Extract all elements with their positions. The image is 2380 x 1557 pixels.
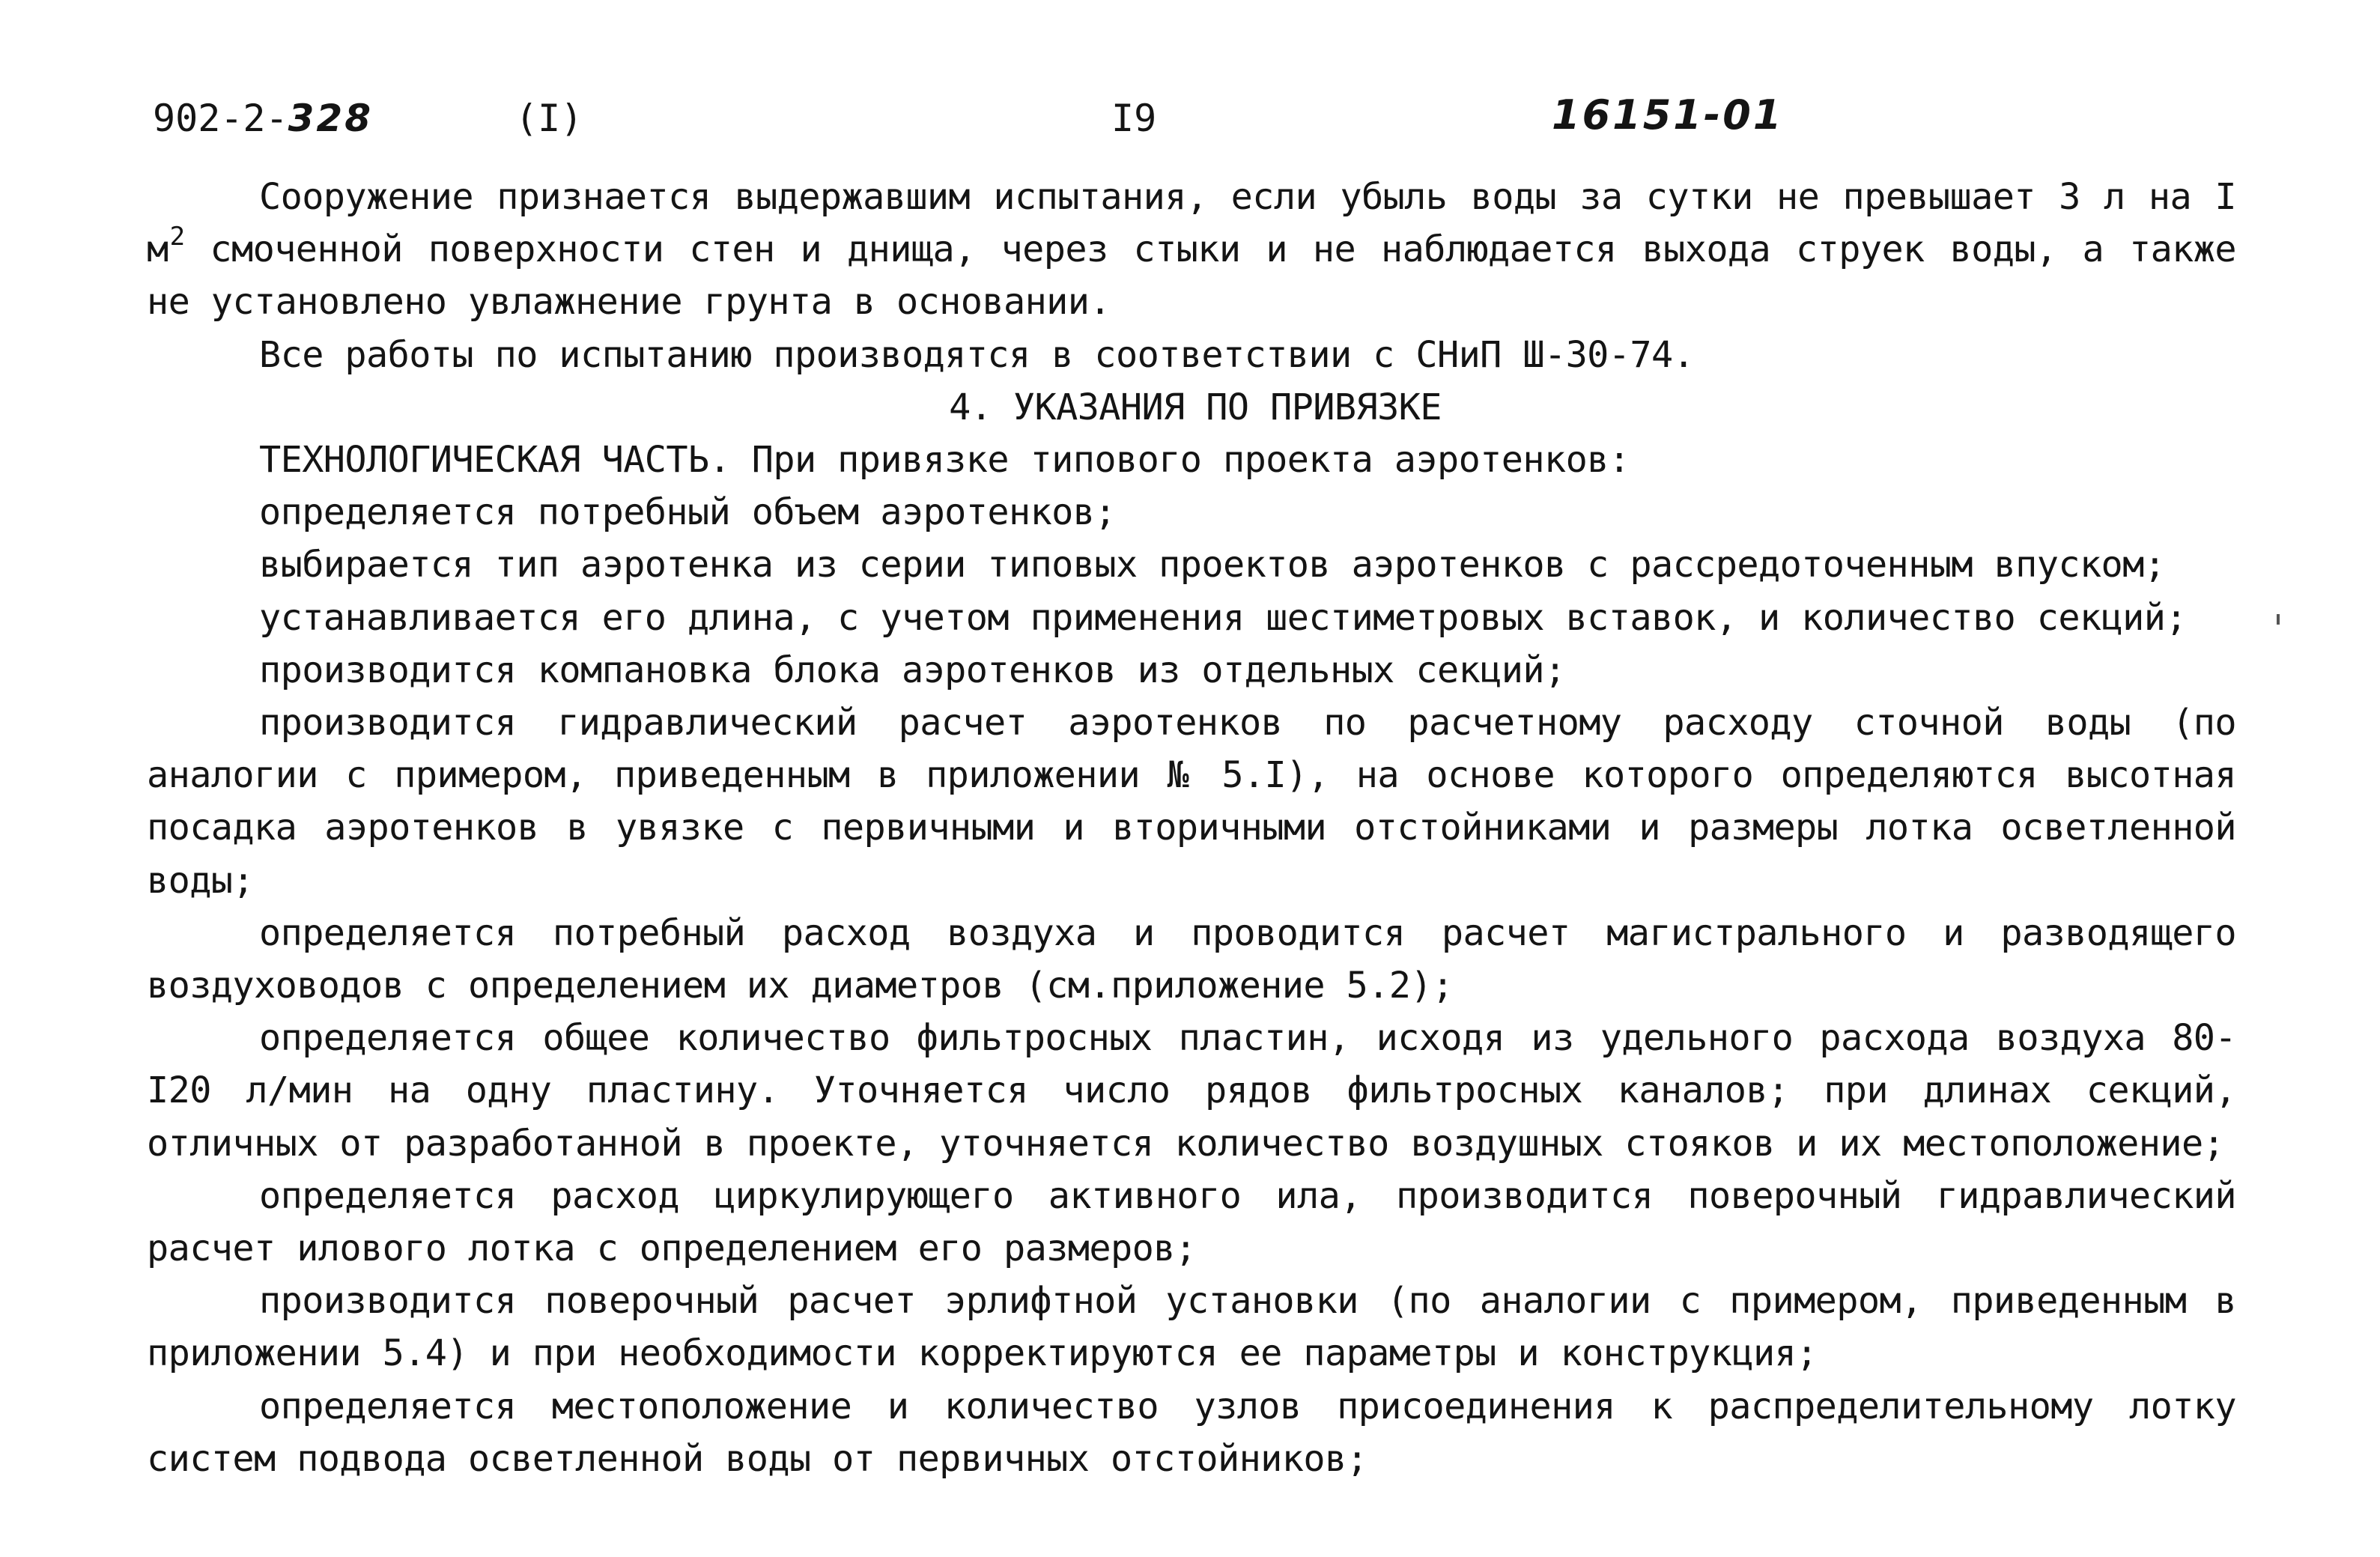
document-series [153,96,373,141]
list-item: определяется потребный расход воздуха и проводится расчет магистрального и разводящего воздуховодов с определением их диаметров (см.приложение 5.2); [147,911,2236,1007]
page-number: I9 [1111,97,1157,140]
paragraph-test-criteria: Сооружение признается выдержавшим испытания, если убыль воды за сутки не превышает 3 л на I $м^2$ смоченной поверхности стен и днища, через стыки и не наблюдается выхода струек воды, а также не установлено увлажнение грунта в основании. [147,176,2236,324]
paragraph-snip-reference: Все работы по испытанию производятся в соответствии с СНиП Ш-30-74. [259,333,1695,376]
series-prefix: 902-2- [153,97,288,140]
list-item: определяется местоположение и количество узлов присоединения к распределительному лотку систем подвода осветленной воды от первичных отстойников; [147,1385,2236,1480]
margin-mark [2277,614,2280,625]
list-item: определяется потребный объем аэротенков; [259,491,1116,534]
list-item: производится поверочный расчет эрлифтной установки (по аналогии с примером, приведенным в приложении 5.4) и при необходимости корректируются ее параметры и конструкция; [147,1280,2236,1375]
list-item: выбирается тип аэротенка из серии типовых проектов аэротенков с рассредоточенным впуском; [259,544,2166,586]
album-number: (I) [515,97,583,140]
section-heading: 4. УКАЗАНИЯ ПО ПРИВЯЗКЕ [949,386,1442,428]
list-item: устанавливается его длина, с учетом применения шестиметровых вставок, и количество секций; [259,596,2187,639]
superscript-square: 2 [169,222,185,252]
list-item: производится гидравлический расчет аэротенков по расчетному расходу сточной воды (по аналогии с примером, приведенным в приложении № 5.I), на основе которого определяются высотная посадка аэротенков в увязке с первичными и вторичными отстойниками и размеры лотка осветленной воды; [147,702,2236,902]
document-body [147,171,2236,1485]
list-item: определяется расход циркулирующего активного ила, производится поверочный гидравлический расчет илового лотка с определением его размеров; [147,1174,2236,1270]
list-item: определяется общее количество фильтросных пластин, исходя из удельного расхода воздуха 80-I20 л/мин на одну пластину. Уточняется число рядов фильтросных каналов; при длинах секций, отличных от разработанной в проекте, уточняется количество воздушных стояков и их местоположение; [147,1017,2236,1165]
series-number: 328 [288,97,373,140]
section-lead: ТЕХНОЛОГИЧЕСКАЯ ЧАСТЬ. При привязке типового проекта аэротенков: [259,439,1630,482]
sheet-code: 16151-01 [1552,91,1784,139]
list-item: производится компановка блока аэротенков из отдельных секций; [259,649,1566,691]
